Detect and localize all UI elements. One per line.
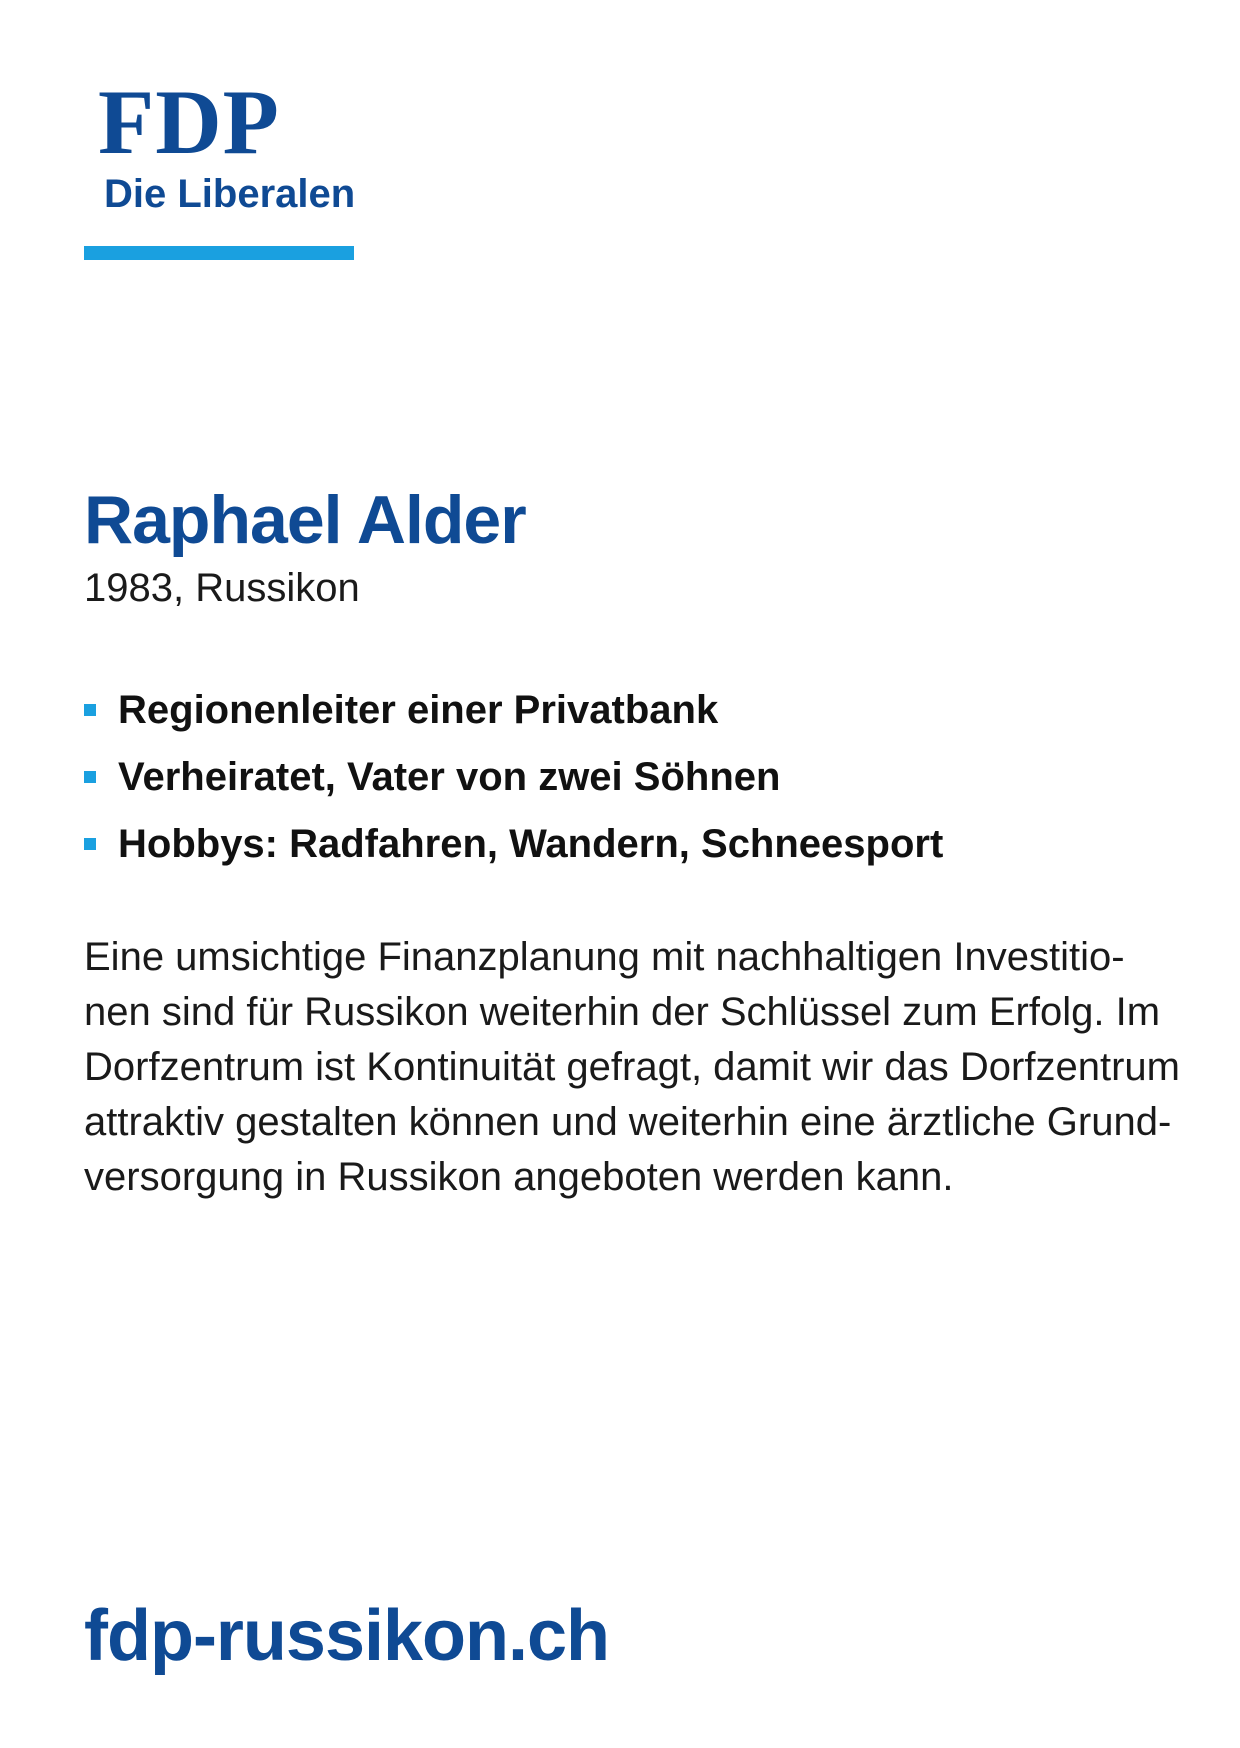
statement-line: nen sind für Russikon weiterhin der Schlüssel zum Erfolg. Im [84, 990, 1161, 1034]
list-item [84, 755, 943, 822]
square-bullet-icon [84, 838, 96, 850]
list-item [84, 688, 943, 755]
logo-accent-bar [84, 246, 354, 260]
list-item-text: Verheiratet, Vater von zwei Söhnen [118, 755, 781, 799]
list-item-text: Regionenleiter einer Privatbank [118, 688, 719, 732]
logo-tagline: Die Liberalen [104, 172, 356, 216]
statement-line: versorgung in Russikon angeboten werden kann. [84, 1155, 954, 1199]
website-url: fdp-russikon.ch [84, 1596, 610, 1676]
candidate-statement [84, 930, 1180, 1205]
candidate-facts-list [84, 688, 943, 889]
candidate-name: Raphael Alder [84, 482, 526, 558]
square-bullet-icon [84, 704, 96, 716]
statement-line: attraktiv gestalten können und weiterhin eine ärztliche Grund- [84, 1100, 1172, 1144]
list-item-text: Hobbys: Radfahren, Wandern, Schneesport [118, 822, 944, 866]
logo-wordmark: FDP [98, 71, 280, 173]
square-bullet-icon [84, 771, 96, 783]
candidate-birthyear-location: 1983, Russikon [84, 566, 360, 610]
statement-line: Eine umsichtige Finanzplanung mit nachhaltigen Investitio- [84, 935, 1125, 979]
statement-line: Dorfzentrum ist Kontinuität gefragt, damit wir das Dorfzentrum [84, 1045, 1180, 1089]
list-item [84, 822, 943, 889]
